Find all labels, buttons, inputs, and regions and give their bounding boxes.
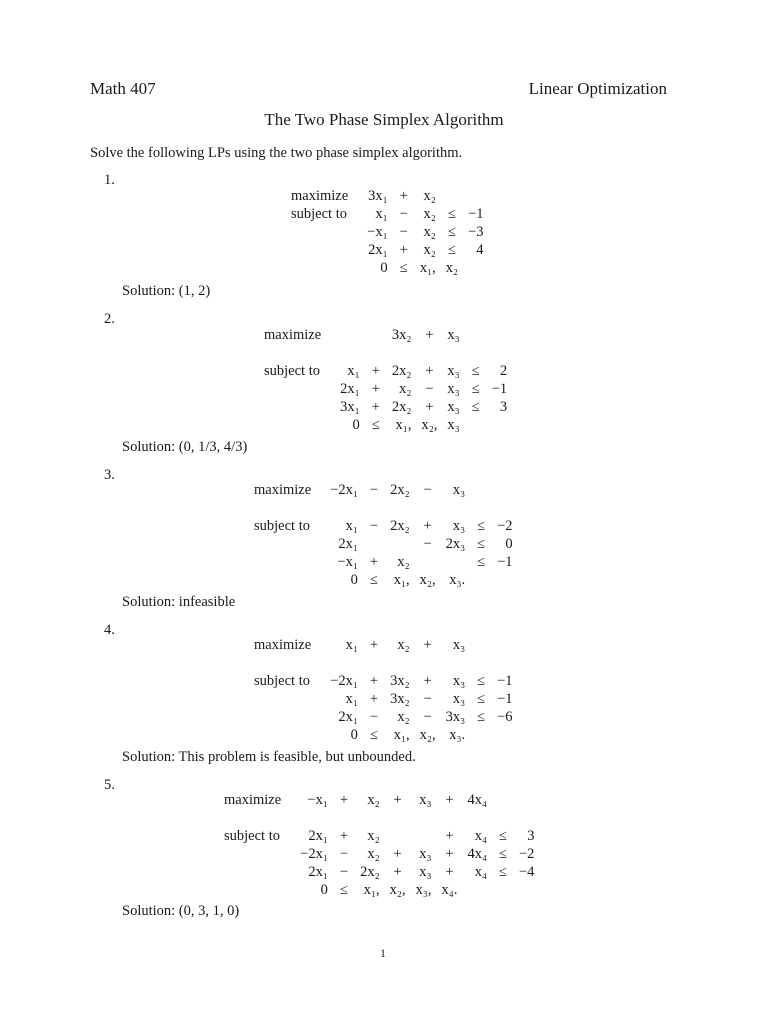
lp-term xyxy=(492,481,517,499)
lp-term xyxy=(415,499,441,517)
linear-program xyxy=(224,791,539,899)
lp-row xyxy=(254,690,518,708)
lp-term: x₁ xyxy=(345,637,358,653)
lp-term xyxy=(492,809,514,827)
lp-term xyxy=(333,809,355,827)
lp-term: 4 xyxy=(476,242,484,258)
lp-term: 2x₁ xyxy=(338,709,358,725)
lp-term: + xyxy=(393,846,402,862)
instructions: Solve the following LPs using the two phase simplex algorithm. xyxy=(90,145,463,161)
lp-term: − xyxy=(425,381,434,397)
lp-term: + xyxy=(425,399,434,415)
lp-row xyxy=(254,571,518,589)
lp-term xyxy=(411,827,437,845)
lp-term: + xyxy=(371,381,380,397)
lp-row xyxy=(254,553,518,571)
lp-term: x₂ xyxy=(397,554,410,570)
lp-term: x₂ xyxy=(367,828,380,844)
lp-term: 2x₂ xyxy=(390,518,410,534)
lp-term: + xyxy=(369,554,379,570)
lp-label xyxy=(254,726,325,744)
lp-term xyxy=(385,654,415,672)
lp-row xyxy=(264,380,512,398)
lp-term: 3x₂ xyxy=(390,691,410,707)
lp-term: − xyxy=(423,709,432,725)
lp-term xyxy=(365,344,387,362)
lp-term: −x₁ xyxy=(307,792,328,808)
lp-term xyxy=(363,499,385,517)
linear-program xyxy=(254,481,518,589)
lp-term: x₂, xyxy=(419,727,436,743)
lp-label xyxy=(254,708,325,726)
lp-term: x₂ xyxy=(397,637,410,653)
lp-row xyxy=(224,791,539,809)
lp-term xyxy=(492,726,517,744)
solution-text: Solution: (0, 3, 1, 0) xyxy=(122,903,240,919)
lp-term: x₃ xyxy=(452,691,466,707)
lp-term: + xyxy=(371,363,380,379)
lp-term: + xyxy=(399,242,408,258)
lp-row xyxy=(224,809,539,827)
lp-term: x₃ xyxy=(447,381,460,397)
lp-term: ≤ xyxy=(477,673,486,689)
lp-term: ≤ xyxy=(477,709,486,725)
lp-term: 2x₂ xyxy=(360,864,380,880)
lp-row xyxy=(264,344,512,362)
lp-term: + xyxy=(339,828,349,844)
lp-term: 0 xyxy=(350,572,358,588)
lp-term: −6 xyxy=(497,709,513,725)
lp-term: ≤ xyxy=(477,554,486,570)
lp-term: − xyxy=(423,691,432,707)
solution-text: Solution: (0, 1/3, 4/3) xyxy=(122,439,248,455)
lp-term: x₂ xyxy=(423,206,436,222)
lp-term: x₃ xyxy=(452,673,466,689)
lp-row xyxy=(291,187,489,205)
lp-term: ≤ xyxy=(471,363,480,379)
lp-term: − xyxy=(369,709,379,725)
lp-term: x₁ xyxy=(345,518,358,534)
lp-term: x₂, xyxy=(419,572,436,588)
lp-term: 2x₂ xyxy=(390,482,410,498)
lp-term: x₂ xyxy=(399,381,412,397)
lp-label: subject to xyxy=(254,518,310,534)
lp-term: ≤ xyxy=(370,572,378,588)
lp-term xyxy=(385,499,415,517)
lp-term: 2x₂ xyxy=(391,363,412,379)
lp-term: x₁, xyxy=(419,260,436,276)
lp-term xyxy=(492,571,517,589)
lp-label: maximize xyxy=(264,327,322,343)
lp-term: 2x₁ xyxy=(368,242,388,258)
lp-term: x₃ xyxy=(452,482,466,498)
problem-number: 2. xyxy=(104,311,115,327)
lp-term: x₄. xyxy=(441,882,458,898)
lp-term xyxy=(335,344,365,362)
course-number: Math 407 xyxy=(90,79,156,98)
lp-term: + xyxy=(339,792,349,808)
lp-term: 2x₁ xyxy=(340,381,360,397)
lp-term: x₂ xyxy=(423,224,436,240)
lp-row xyxy=(224,881,539,899)
lp-label xyxy=(254,571,325,589)
lp-term: ≤ xyxy=(477,536,486,552)
lp-term xyxy=(441,553,471,571)
lp-term xyxy=(463,259,488,277)
lp-row xyxy=(254,636,518,654)
lp-term: x₃. xyxy=(449,727,466,743)
lp-term xyxy=(487,416,512,434)
lp-term: x₁, xyxy=(395,417,412,433)
lp-row xyxy=(224,827,539,845)
lp-term xyxy=(470,726,492,744)
lp-term: −1 xyxy=(497,554,513,570)
lp-row xyxy=(291,223,489,241)
lp-term: x₄ xyxy=(474,828,488,844)
lp-term: 3x₂ xyxy=(391,327,412,343)
lp-term: −x₁ xyxy=(337,554,358,570)
lp-term: + xyxy=(393,792,402,808)
lp-term: − xyxy=(339,846,349,862)
lp-term: 3x₁ xyxy=(368,188,388,204)
lp-term: −4 xyxy=(519,864,535,880)
lp-label xyxy=(254,690,325,708)
lp-term xyxy=(514,791,539,809)
lp-row xyxy=(254,708,518,726)
lp-term: −1 xyxy=(491,381,508,397)
lp-term xyxy=(492,791,514,809)
lp-term: + xyxy=(371,399,380,415)
problem-number: 3. xyxy=(104,467,115,483)
lp-label: subject to xyxy=(254,673,310,689)
lp-term xyxy=(487,326,512,344)
lp-term: 3 xyxy=(499,399,508,415)
lp-term xyxy=(465,416,487,434)
lp-term xyxy=(363,654,385,672)
lp-term: ≤ xyxy=(340,882,348,898)
lp-label xyxy=(254,535,325,553)
lp-term: x₃ xyxy=(447,363,460,379)
lp-term: ≤ xyxy=(447,224,456,240)
lp-label: maximize xyxy=(254,482,312,498)
lp-label: maximize xyxy=(254,637,312,653)
lp-term: x₂ xyxy=(367,846,380,862)
solution-text: Solution: This problem is feasible, but unbounded. xyxy=(122,749,416,765)
lp-term: 0 xyxy=(505,536,513,552)
page-title: The Two Phase Simplex Algorithm xyxy=(264,110,504,129)
lp-row xyxy=(254,726,518,744)
lp-term: x₁, xyxy=(393,727,410,743)
lp-term: − xyxy=(399,224,408,240)
lp-term xyxy=(411,809,437,827)
lp-label: subject to xyxy=(224,828,280,844)
lp-term: x₁, xyxy=(363,882,380,898)
lp-row xyxy=(254,481,518,499)
lp-term xyxy=(463,187,488,205)
lp-label xyxy=(224,809,295,827)
lp-term: x₃ xyxy=(452,518,466,534)
lp-term: − xyxy=(423,482,432,498)
solution-text: Solution: (1, 2) xyxy=(122,283,211,299)
lp-term: ≤ xyxy=(370,727,378,743)
lp-term xyxy=(487,344,512,362)
lp-term xyxy=(415,553,441,571)
lp-term: ≤ xyxy=(499,846,507,862)
lp-term: 2x₁ xyxy=(308,864,328,880)
lp-term xyxy=(441,654,471,672)
lp-term: 0 xyxy=(320,882,328,898)
lp-row xyxy=(254,535,518,553)
lp-term: + xyxy=(369,637,379,653)
lp-term xyxy=(363,535,385,553)
lp-term: x₂ xyxy=(423,188,436,204)
lp-term: + xyxy=(425,363,434,379)
lp-term: 4x₄ xyxy=(467,792,488,808)
lp-row xyxy=(254,499,518,517)
problem-number: 4. xyxy=(104,622,115,638)
lp-term xyxy=(465,344,487,362)
lp-term: x₃ xyxy=(419,864,432,880)
lp-term: ≤ xyxy=(371,417,380,433)
lp-term xyxy=(465,326,487,344)
lp-term xyxy=(470,499,492,517)
lp-term: + xyxy=(423,518,432,534)
lp-term xyxy=(295,809,333,827)
lp-term: ≤ xyxy=(447,242,456,258)
lp-term: x₃. xyxy=(449,572,466,588)
lp-term xyxy=(416,344,442,362)
lp-row xyxy=(254,517,518,535)
lp-term: 2 xyxy=(499,363,508,379)
lp-term: 3x₁ xyxy=(340,399,360,415)
lp-label xyxy=(224,863,295,881)
lp-term xyxy=(385,809,411,827)
lp-term xyxy=(385,535,415,553)
lp-label: subject to xyxy=(291,206,347,222)
lp-term xyxy=(325,499,363,517)
lp-term: x₁ xyxy=(345,691,358,707)
lp-term: x₁, xyxy=(393,572,410,588)
lp-term: x₂ xyxy=(367,792,380,808)
lp-term xyxy=(462,881,492,899)
lp-term xyxy=(470,571,492,589)
lp-term: + xyxy=(423,673,432,689)
lp-term: −2 xyxy=(519,846,535,862)
lp-term: x₃ xyxy=(447,399,460,415)
lp-term: ≤ xyxy=(477,691,486,707)
lp-term: − xyxy=(369,518,379,534)
lp-label xyxy=(224,845,295,863)
lp-term xyxy=(437,809,463,827)
lp-term: x₂, xyxy=(389,882,406,898)
lp-term: −1 xyxy=(468,206,484,222)
lp-label xyxy=(291,241,362,259)
lp-term: + xyxy=(393,864,402,880)
lp-term xyxy=(492,499,517,517)
lp-row xyxy=(224,863,539,881)
lp-term: x₁ xyxy=(375,206,388,222)
lp-term xyxy=(365,326,387,344)
lp-term: ≤ xyxy=(447,206,456,222)
lp-term: ≤ xyxy=(499,864,507,880)
lp-term: x₃ xyxy=(419,792,432,808)
lp-term xyxy=(492,636,517,654)
lp-term: + xyxy=(425,327,434,343)
lp-term xyxy=(442,344,464,362)
lp-term: 4x₄ xyxy=(467,846,488,862)
lp-label xyxy=(291,259,362,277)
lp-term: ≤ xyxy=(477,518,486,534)
page-number: 1 xyxy=(380,946,386,960)
lp-label xyxy=(254,499,325,517)
lp-term: + xyxy=(423,637,432,653)
lp-row xyxy=(264,398,512,416)
linear-program xyxy=(291,187,489,277)
lp-term xyxy=(441,499,471,517)
lp-term xyxy=(470,654,492,672)
problem-number: 1. xyxy=(104,172,115,188)
problem-number: 5. xyxy=(104,777,115,793)
lp-label xyxy=(291,223,362,241)
lp-label xyxy=(264,344,335,362)
lp-term xyxy=(387,344,417,362)
lp-term xyxy=(355,809,385,827)
lp-label xyxy=(264,380,335,398)
lp-term: x₃ xyxy=(447,417,460,433)
lp-term: 2x₁ xyxy=(308,828,328,844)
lp-term: x₄ xyxy=(474,864,488,880)
lp-term: −2x₁ xyxy=(330,482,358,498)
lp-label xyxy=(254,654,325,672)
lp-label: maximize xyxy=(224,792,282,808)
lp-term: 2x₃ xyxy=(445,536,466,552)
lp-term: + xyxy=(369,673,379,689)
lp-term: + xyxy=(399,188,408,204)
lp-term xyxy=(514,881,539,899)
lp-term xyxy=(462,809,492,827)
lp-term: x₃ xyxy=(447,327,460,343)
lp-term: 0 xyxy=(352,417,360,433)
lp-row xyxy=(291,205,489,223)
lp-term xyxy=(492,881,514,899)
lp-term: − xyxy=(423,536,432,552)
lp-label xyxy=(254,553,325,571)
lp-row xyxy=(264,362,512,380)
lp-term: ≤ xyxy=(471,399,480,415)
lp-term: 0 xyxy=(380,260,388,276)
lp-term: −2 xyxy=(497,518,513,534)
lp-label: subject to xyxy=(264,363,320,379)
lp-term: − xyxy=(339,864,349,880)
lp-term xyxy=(492,654,517,672)
lp-term: −3 xyxy=(468,224,484,240)
solution-text: Solution: infeasible xyxy=(122,594,236,610)
lp-term: x₃ xyxy=(419,846,432,862)
linear-program xyxy=(264,326,512,434)
lp-term: 2x₁ xyxy=(338,536,358,552)
lp-row xyxy=(254,654,518,672)
lp-term xyxy=(385,827,411,845)
lp-row xyxy=(264,326,512,344)
lp-row xyxy=(254,672,518,690)
lp-label xyxy=(224,881,295,899)
course-title: Linear Optimization xyxy=(528,79,667,98)
lp-term xyxy=(415,654,441,672)
lp-term: 3x₃ xyxy=(445,709,466,725)
lp-term: 2x₂ xyxy=(391,399,412,415)
lp-term: 3x₂ xyxy=(390,673,410,689)
lp-row xyxy=(224,845,539,863)
lp-term xyxy=(441,187,463,205)
lp-term: x₂, xyxy=(421,417,438,433)
linear-program xyxy=(254,636,518,744)
lp-term: + xyxy=(445,792,454,808)
lp-term: −2x₁ xyxy=(300,846,328,862)
lp-term: − xyxy=(399,206,408,222)
lp-term: x₃ xyxy=(452,637,466,653)
lp-term: − xyxy=(369,482,379,498)
lp-term: x₂ xyxy=(423,242,436,258)
lp-row xyxy=(291,241,489,259)
lp-term: −1 xyxy=(497,673,513,689)
lp-term: ≤ xyxy=(499,828,507,844)
lp-term: −1 xyxy=(497,691,513,707)
lp-term: x₃, xyxy=(415,882,432,898)
lp-term: x₁ xyxy=(347,363,360,379)
lp-term xyxy=(514,809,539,827)
lp-term: + xyxy=(445,828,454,844)
lp-term: 0 xyxy=(350,727,358,743)
lp-row xyxy=(264,416,512,434)
lp-term xyxy=(470,636,492,654)
lp-term xyxy=(470,481,492,499)
lp-label: maximize xyxy=(291,188,349,204)
lp-term xyxy=(325,654,363,672)
lp-term: + xyxy=(445,864,454,880)
lp-term: 3 xyxy=(527,828,535,844)
lp-term: ≤ xyxy=(471,381,480,397)
lp-label xyxy=(264,416,335,434)
lp-term: x₂ xyxy=(397,709,410,725)
lp-term: + xyxy=(445,846,454,862)
lp-term xyxy=(335,326,365,344)
lp-term: x₂ xyxy=(445,260,459,276)
lp-row xyxy=(291,259,489,277)
lp-term: −2x₁ xyxy=(330,673,358,689)
lp-term: + xyxy=(369,691,379,707)
lp-term: −x₁ xyxy=(367,224,388,240)
lp-label xyxy=(264,398,335,416)
lp-term: ≤ xyxy=(399,260,408,276)
